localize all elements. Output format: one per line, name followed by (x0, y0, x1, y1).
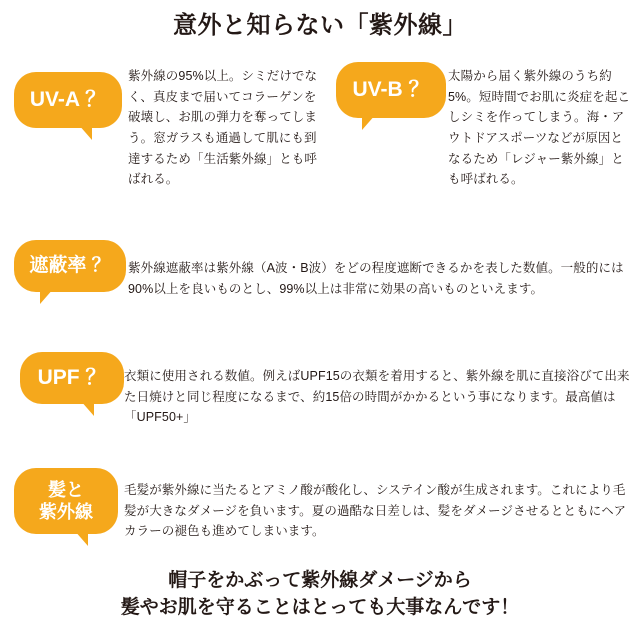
bubble-tail-icon (362, 114, 376, 130)
bubble-tail-icon (80, 400, 94, 416)
footer-message (0, 567, 640, 622)
bubble-uvb-label: UV-B ？ (352, 77, 430, 101)
bubble-uva (14, 72, 122, 128)
bubble-upf-label: UPF ？ (37, 365, 107, 389)
page-title: 意外と知らない「紫外線」 (173, 12, 467, 39)
text-shielding-rate: 紫外線遮蔽率は紫外線（A波・B波）をどの程度遮断できるかを表した数値。一般的には90%以上を良いものとし、99%以上は非常に効果の高いものといえます。 (128, 261, 624, 296)
bubble-hair-uv-label-line1: 髪と (48, 479, 84, 500)
text-upf: 衣類に使用される数値。例えばUPF15の衣類を着用すると、紫外線を肌に直接浴びて出来た日焼けと同じ程度になるまで、約15倍の時間がかかるという事になります。最高値は「UPF50+」 (124, 369, 630, 425)
bubble-tail-icon (40, 288, 54, 304)
bubble-hair-uv (14, 468, 118, 534)
bubble-upf (20, 352, 124, 404)
footer-line-2: 髪やお肌を守ることはとっても大事なんです！ (120, 597, 520, 619)
text-hair-uv: 毛髪が紫外線に当たるとアミノ酸が酸化し、システイン酸が生成されます。これにより毛髪が大きなダメージを負います。夏の過酷な日差しは、髪をダメージさせるとともにヘアカラーの褪色も進めてしまいます。 (124, 483, 627, 539)
bubble-uva-label: UV-A ？ (29, 87, 107, 111)
footer-line-1: 帽子をかぶって紫外線ダメージから (168, 569, 472, 591)
bubble-tail-icon (78, 124, 92, 140)
bubble-shielding-rate-label: 遮蔽率 ？ (29, 255, 111, 277)
bubble-hair-uv-label-line2: 紫外線 (39, 502, 93, 522)
bubble-uvb (336, 62, 446, 118)
bubble-tail-icon (74, 530, 88, 546)
text-uvb: 太陽から届く紫外線のうち約5%。短時間でお肌に炎症を起こしシミを作ってしまう。海・アウトドアスポーツなどが原因となるため「レジャー紫外線」とも呼ばれる。 (448, 69, 631, 187)
bubble-shielding-rate (14, 240, 126, 292)
text-uva: 紫外線の95%以上。シミだけでなく、真皮まで届いてコラーゲンを破壊し、お肌の弾力を奪ってしまう。窓ガラスも通過して肌にも到達するため「生活紫外線」とも呼ばれる。 (128, 69, 318, 187)
